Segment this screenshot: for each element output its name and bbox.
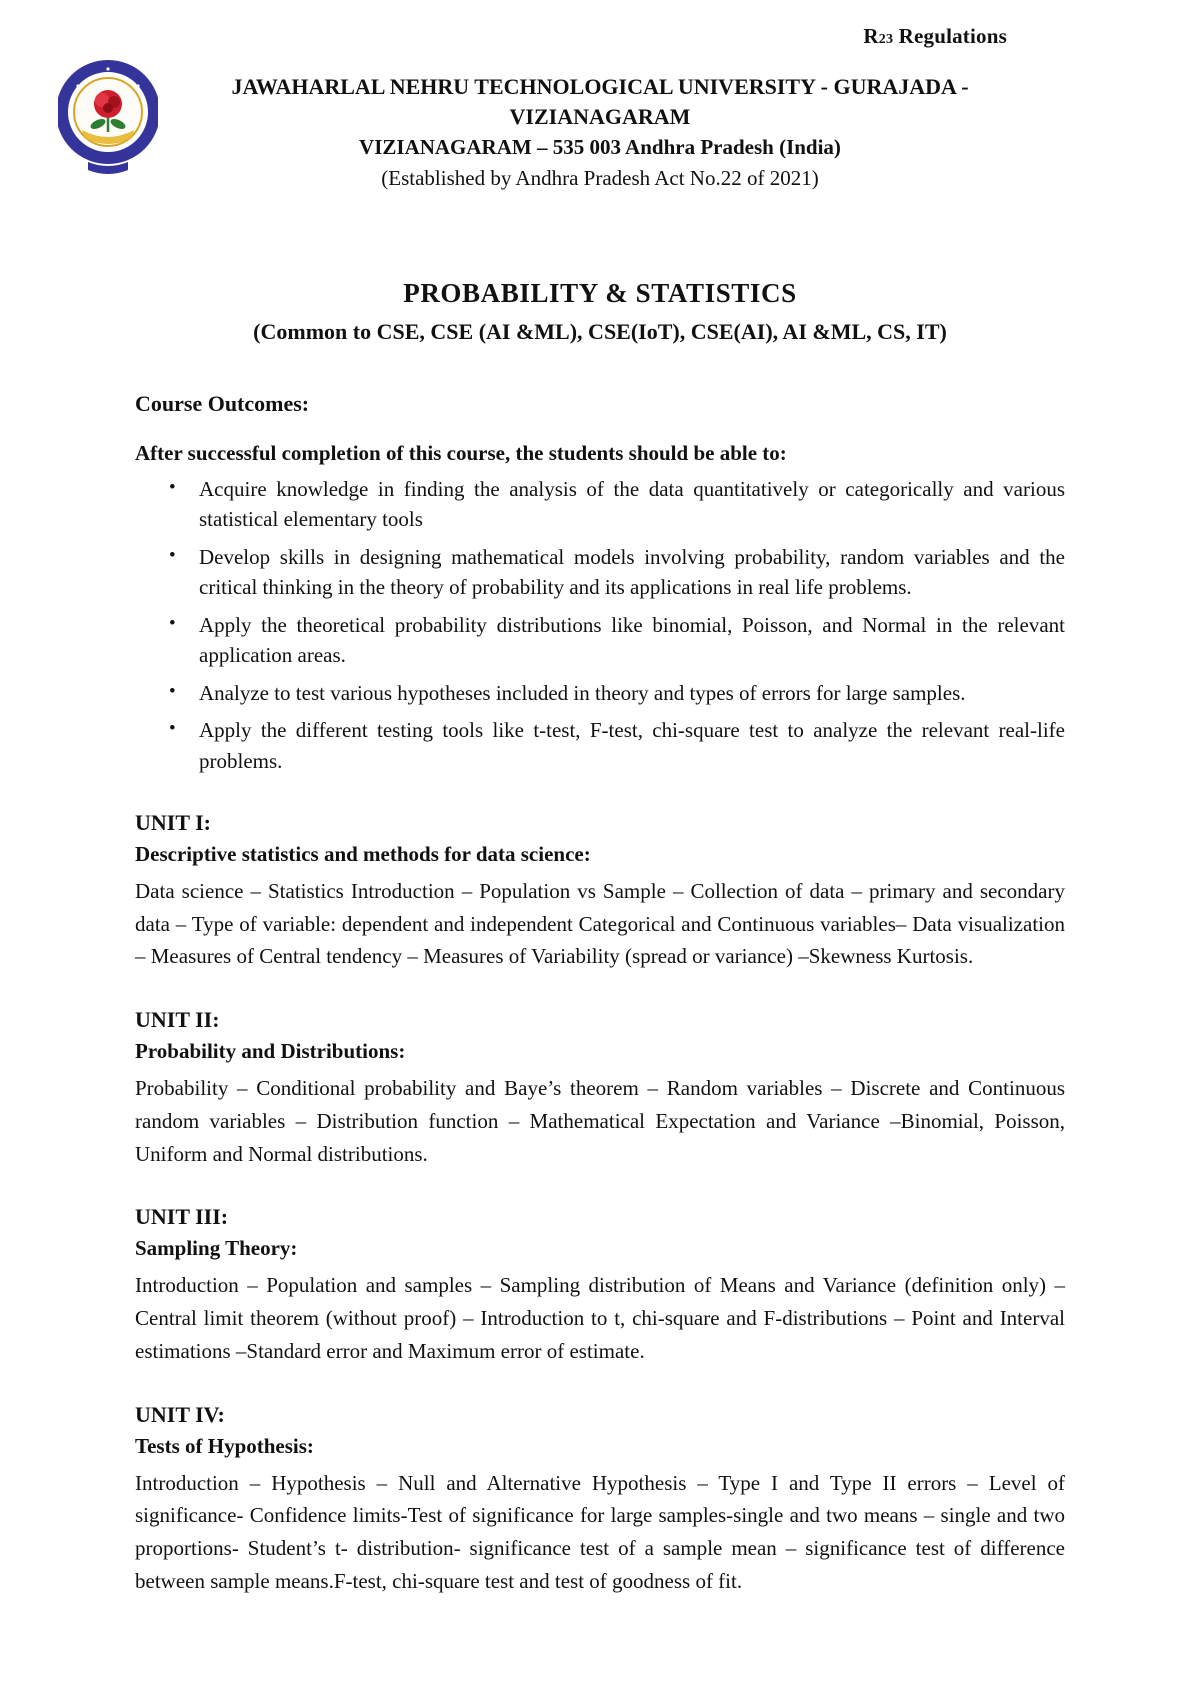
- regulation-suffix: Regulations: [893, 24, 1007, 48]
- bullet-icon: •: [169, 544, 176, 566]
- bullet-icon: •: [169, 612, 176, 634]
- list-item: [135, 474, 1065, 535]
- document-header: [0, 0, 1200, 202]
- unit-section-1: [135, 810, 1065, 973]
- unit-subtitle: Descriptive statistics and methods for data science:: [135, 841, 591, 866]
- course-outcomes-heading: Course Outcomes:: [135, 391, 310, 416]
- unit-subtitle: Sampling Theory:: [135, 1236, 298, 1261]
- list-item: [135, 610, 1065, 671]
- unit-body: Probability – Conditional probability and Baye’s theorem – Random variables – Discrete and Continuous random variables – Distribution function – Mathematical Expectation and Variance –Binomial, Poisson, Uniform and Normal distributions.: [135, 1076, 1065, 1166]
- unit-body: Data science – Statistics Introduction – Population vs Sample – Collection of data – primary and secondary data – Type of variable: dependent and independent Categorical and Continuous variables– Data visualization – Measures of Central tendency – Measures of Variability (spread or variance) –Skewness Kurtosis.: [135, 878, 1065, 969]
- university-name: JAWAHARLAL NEHRU TECHNOLOGICAL UNIVERSITY - GURAJADA - VIZIANAGARAM: [231, 74, 969, 129]
- unit-title: UNIT IV:: [135, 1401, 225, 1427]
- unit-subtitle: Probability and Distributions:: [135, 1039, 406, 1064]
- list-item: [135, 715, 1065, 776]
- outcome-text: Apply the different testing tools like t-test, F-test, chi-square test to analyze the relevant real-life problems.: [199, 718, 1065, 773]
- unit-title: UNIT I:: [135, 809, 212, 835]
- course-common-to: (Common to CSE, CSE (AI &ML), CSE(IoT), CSE(AI), AI &ML, CS, IT): [253, 319, 947, 344]
- unit-section-3: [135, 1204, 1065, 1367]
- unit-title: UNIT II:: [135, 1007, 220, 1033]
- outcome-text: Analyze to test various hypotheses included in theory and types of errors for large samples.: [199, 680, 966, 705]
- outcome-text: Acquire knowledge in finding the analysis of the data quantitatively or categorically and various statistical elementary tools: [199, 477, 1065, 532]
- university-address: VIZIANAGARAM – 535 003 Andhra Pradesh (India): [359, 135, 841, 160]
- list-item: [135, 678, 1065, 708]
- header-text-block: [200, 72, 1000, 192]
- list-item: [135, 542, 1065, 603]
- outcome-text: Apply the theoretical probability distributions like binomial, Poisson, and Normal in the relevant application areas.: [199, 612, 1065, 668]
- outcome-text: Develop skills in designing mathematical models involving probability, random variables and the critical thinking in the theory of probability and its applications in real life problems.: [199, 544, 1065, 600]
- university-established: (Established by Andhra Pradesh Act No.22 of 2021): [381, 165, 819, 190]
- document-body: [0, 391, 1200, 1598]
- course-outcomes-intro: After successful completion of this course, the students should be able to:: [135, 441, 787, 465]
- unit-body: Introduction – Population and samples – Sampling distribution of Means and Variance (definition only) – Central limit theorem (without proof) – Introduction to t, chi-square and F-distributions – Point and Interval estimations –Standard error and Maximum error of estimate.: [135, 1273, 1065, 1363]
- course-outcomes-list: [135, 474, 1065, 776]
- university-emblem-icon: [58, 58, 158, 182]
- regulation-subscript: 23: [878, 32, 894, 47]
- bullet-icon: •: [169, 718, 176, 740]
- bullet-icon: •: [169, 680, 176, 702]
- unit-title: UNIT III:: [135, 1204, 229, 1230]
- bullet-icon: •: [169, 477, 176, 498]
- unit-section-4: [135, 1402, 1065, 1598]
- unit-section-2: [135, 1007, 1065, 1170]
- regulation-prefix: R: [863, 24, 879, 48]
- unit-subtitle: Tests of Hypothesis:: [135, 1433, 314, 1458]
- university-logo: [58, 58, 158, 182]
- unit-body: Introduction – Hypothesis – Null and Alternative Hypothesis – Type I and Type II errors – Level of significance- Confidence limits-Test of significance for large samples-single and two means – single and two proportions- Student’s t- distribution- significance test of a sample mean – significance test of difference between sample means.F-test, chi-square test and test of goodness of fit.: [135, 1470, 1065, 1593]
- course-title: PROBABILITY & STATISTICS: [403, 278, 797, 308]
